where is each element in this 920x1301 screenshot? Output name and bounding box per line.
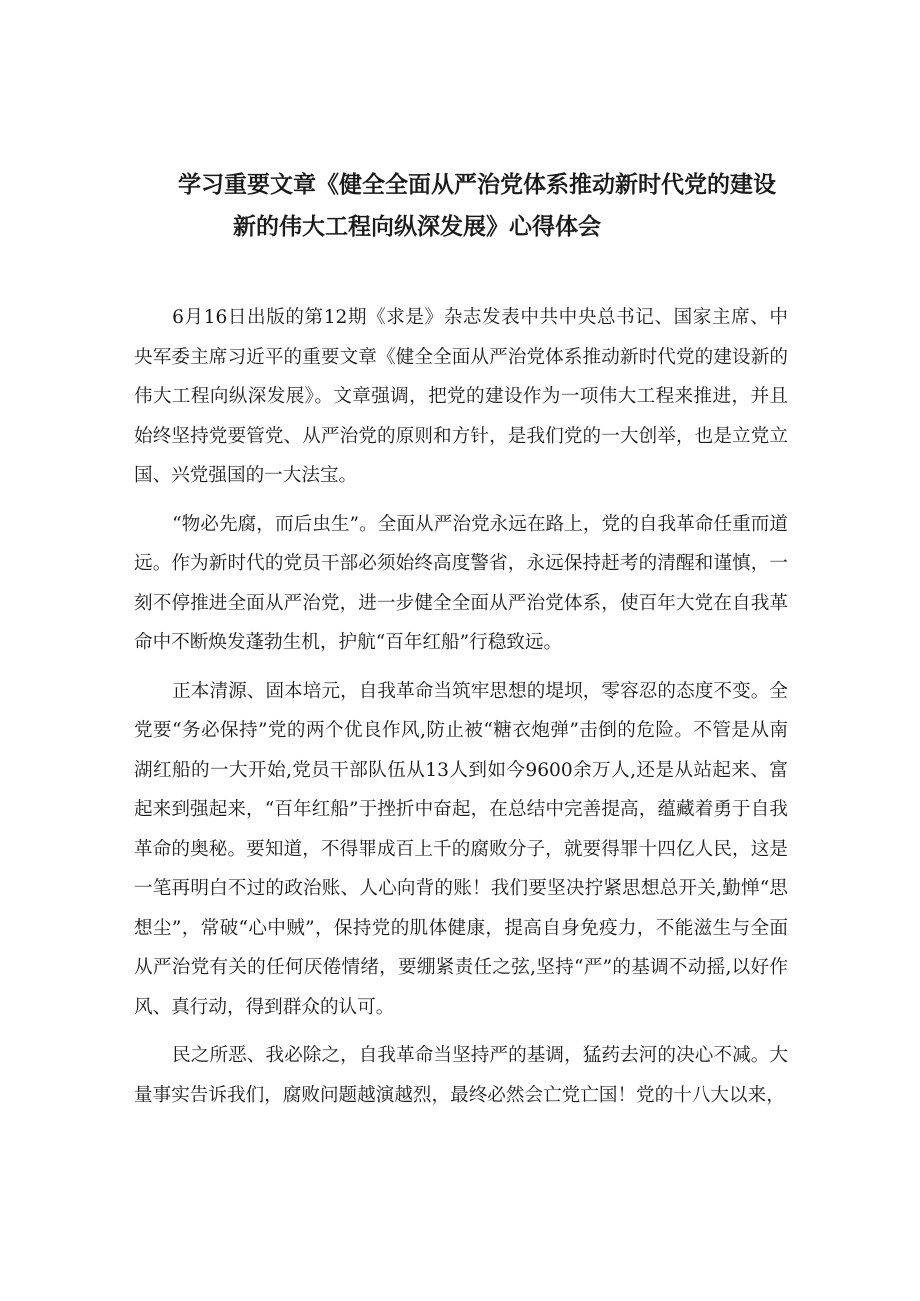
paragraph: 民之所恶、我必除之，自我革命当坚持严的基调，猛药去河的决心不减。大量事实告诉我们，腐败问题越演越烈，最终必然会亡党亡国！党的十八大以来， — [134, 1045, 788, 1106]
document-title — [0, 164, 920, 248]
paragraph: 6月16日出版的第12期《求是》杂志发表中共中央总书记、国家主席、中央军委主席习近平的重要文章《健全全面从严治党体系推动新时代党的建设新的伟大工程向纵深发展》。文章强调，把党的建设作为一项伟大工程来推进，并且始终坚持党要管党、从严治党的原则和方针，是我们党的一大创举，也是立党立国、兴党强国的一大法宝。 — [134, 307, 788, 486]
document-body — [134, 298, 788, 1124]
paragraph: “物必先腐，而后虫生”。全面从严治党永远在路上，党的自我革命任重而道远。作为新时代的党员干部必须始终高度警省，永远保持赶考的清醒和谨慎，一刻不停推进全面从严治党，进一步健全全面从严治党体系，使百年大党在自我革命中不断焕发蓬勃生机，护航“百年红船”行稳致远。 — [134, 513, 788, 653]
paragraph: 正本清源、固本培元，自我革命当筑牢思想的堤坝，零容忍的态度不变。全党要“务必保持”党的两个优良作风,防止被“糖衣炮弹”击倒的危险。不管是从南湖红船的一大开始,党员干部队伍从13人到如今9600余万人,还是从站起来、富起来到强起来，“百年红船”于挫折中奋起，在总结中完善提高，蕴藏着勇于自我革命的奥秘。要知道，不得罪成百上千的腐败分子，就要得罪十四亿人民，这是一笔再明白不过的政治账、人心向背的账！我们要坚决拧紧思想总开关,勤惮“思想尘”，常破“心中贼”，保持党的肌体健康，提高自身免疫力，不能滋生与全面从严治党有关的任何厌倦情绪，要绷紧责任之弦,坚持“严”的基调不动摇,以好作风、真行动，得到群众的认可。 — [134, 680, 788, 1018]
title-line-1: 学习重要文章《健全全面从严治党体系推动新时代党的建设 — [178, 172, 776, 198]
title-line-2: 新的伟大工程向纵深发展》心得体会 — [233, 214, 601, 240]
